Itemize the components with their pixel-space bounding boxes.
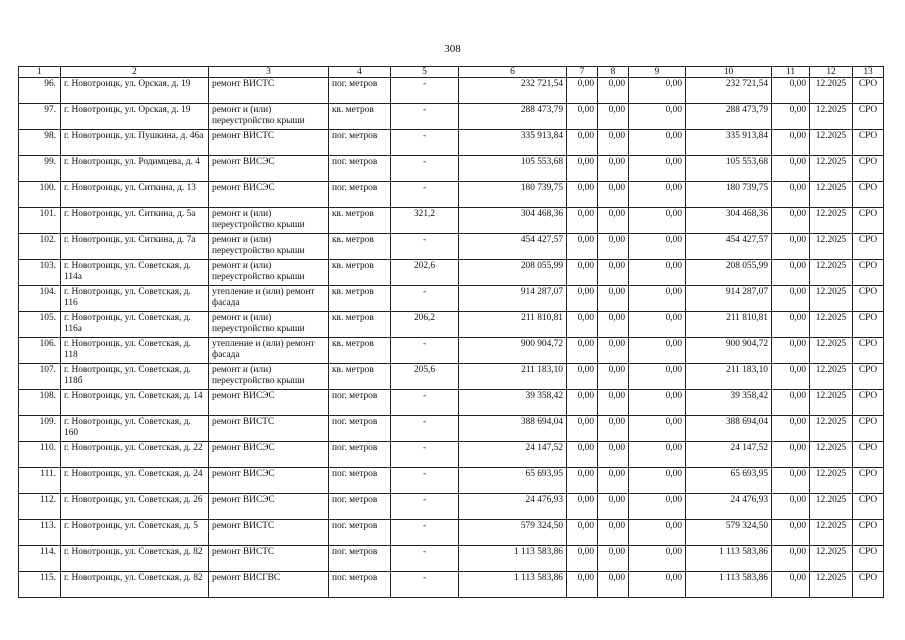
local-share-cell: 0,00 [629, 156, 686, 182]
work-type-cell: ремонт ВИСЭС [209, 442, 329, 468]
local-share-cell: 0,00 [629, 468, 686, 494]
column-number-cell: 3 [209, 67, 329, 78]
other-share-cell: 0,00 [772, 442, 810, 468]
work-type-cell: ремонт ВИСЭС [209, 468, 329, 494]
fund-share-cell: 0,00 [567, 520, 598, 546]
quantity-cell: - [391, 494, 459, 520]
total-cost-cell: 211 183,10 [459, 364, 567, 390]
local-share-cell: 0,00 [629, 260, 686, 286]
unit-cell: пог. метров [329, 130, 391, 156]
deadline-cell: 12.2025 [810, 338, 853, 364]
deadline-cell: 12.2025 [810, 78, 853, 104]
deadline-cell: 12.2025 [810, 468, 853, 494]
other-share-cell: 0,00 [772, 520, 810, 546]
local-share-cell: 0,00 [629, 390, 686, 416]
column-number-cell: 7 [567, 67, 598, 78]
address-cell: г. Новотроицк, ул. Орская, д. 19 [61, 78, 209, 104]
method-cell: СРО [853, 286, 884, 312]
column-number-cell: 4 [329, 67, 391, 78]
work-type-cell: ремонт ВИСТС [209, 520, 329, 546]
row-number-cell: 103. [19, 260, 61, 286]
method-cell: СРО [853, 442, 884, 468]
table-row [19, 494, 884, 520]
deadline-cell: 12.2025 [810, 416, 853, 442]
other-share-cell: 0,00 [772, 78, 810, 104]
address-cell: г. Новотроицк, ул. Советская, д. 118 [61, 338, 209, 364]
column-number-cell: 2 [61, 67, 209, 78]
local-share-cell: 0,00 [629, 364, 686, 390]
row-number-cell: 115. [19, 572, 61, 598]
budget-share-cell: 0,00 [598, 520, 629, 546]
total-cost-cell: 335 913,84 [459, 130, 567, 156]
quantity-cell: 205,6 [391, 364, 459, 390]
quantity-cell: - [391, 78, 459, 104]
deadline-cell: 12.2025 [810, 130, 853, 156]
method-cell: СРО [853, 390, 884, 416]
work-type-cell: утепление и (или) ремонт фасада [209, 338, 329, 364]
unit-cell: пог. метров [329, 468, 391, 494]
other-share-cell: 0,00 [772, 286, 810, 312]
column-number-cell: 13 [853, 67, 884, 78]
budget-share-cell: 0,00 [598, 208, 629, 234]
budget-share-cell: 0,00 [598, 468, 629, 494]
local-share-cell: 0,00 [629, 494, 686, 520]
total-cost-cell: 39 358,42 [459, 390, 567, 416]
unit-cell: кв. метров [329, 234, 391, 260]
owners-share-cell: 180 739,75 [686, 182, 772, 208]
local-share-cell: 0,00 [629, 104, 686, 130]
owners-share-cell: 211 810,81 [686, 312, 772, 338]
row-number-cell: 106. [19, 338, 61, 364]
local-share-cell: 0,00 [629, 572, 686, 598]
unit-cell: пог. метров [329, 156, 391, 182]
other-share-cell: 0,00 [772, 468, 810, 494]
quantity-cell: 206,2 [391, 312, 459, 338]
address-cell: г. Новотроицк, ул. Советская, д. 114а [61, 260, 209, 286]
unit-cell: пог. метров [329, 442, 391, 468]
work-type-cell: ремонт ВИСЭС [209, 390, 329, 416]
total-cost-cell: 900 904,72 [459, 338, 567, 364]
unit-cell: пог. метров [329, 182, 391, 208]
fund-share-cell: 0,00 [567, 468, 598, 494]
owners-share-cell: 208 055,99 [686, 260, 772, 286]
deadline-cell: 12.2025 [810, 182, 853, 208]
row-number-cell: 100. [19, 182, 61, 208]
quantity-cell: - [391, 546, 459, 572]
other-share-cell: 0,00 [772, 312, 810, 338]
work-type-cell: ремонт и (или) переустройство крыши [209, 260, 329, 286]
table-row [19, 156, 884, 182]
fund-share-cell: 0,00 [567, 546, 598, 572]
fund-share-cell: 0,00 [567, 286, 598, 312]
address-cell: г. Новотроицк, ул. Советская, д. 82 [61, 572, 209, 598]
column-number-cell: 6 [459, 67, 567, 78]
address-cell: г. Новотроицк, ул. Родимцева, д. 4 [61, 156, 209, 182]
fund-share-cell: 0,00 [567, 312, 598, 338]
table-row [19, 364, 884, 390]
column-number-cell: 12 [810, 67, 853, 78]
column-number-cell: 9 [629, 67, 686, 78]
fund-share-cell: 0,00 [567, 156, 598, 182]
owners-share-cell: 39 358,42 [686, 390, 772, 416]
fund-share-cell: 0,00 [567, 572, 598, 598]
unit-cell: пог. метров [329, 520, 391, 546]
work-type-cell: ремонт ВИСЭС [209, 494, 329, 520]
method-cell: СРО [853, 156, 884, 182]
unit-cell: кв. метров [329, 260, 391, 286]
fund-share-cell: 0,00 [567, 260, 598, 286]
table-row [19, 234, 884, 260]
column-number-cell: 8 [598, 67, 629, 78]
deadline-cell: 12.2025 [810, 208, 853, 234]
method-cell: СРО [853, 78, 884, 104]
total-cost-cell: 288 473,79 [459, 104, 567, 130]
quantity-cell: - [391, 338, 459, 364]
owners-share-cell: 304 468,36 [686, 208, 772, 234]
other-share-cell: 0,00 [772, 156, 810, 182]
owners-share-cell: 900 904,72 [686, 338, 772, 364]
address-cell: г. Новотроицк, ул. Советская, д. 116 [61, 286, 209, 312]
address-cell: г. Новотроицк, ул. Пушкина, д. 46а [61, 130, 209, 156]
fund-share-cell: 0,00 [567, 208, 598, 234]
local-share-cell: 0,00 [629, 182, 686, 208]
work-type-cell: ремонт и (или) переустройство крыши [209, 104, 329, 130]
fund-share-cell: 0,00 [567, 234, 598, 260]
unit-cell: пог. метров [329, 390, 391, 416]
budget-share-cell: 0,00 [598, 130, 629, 156]
local-share-cell: 0,00 [629, 130, 686, 156]
quantity-cell: - [391, 182, 459, 208]
method-cell: СРО [853, 468, 884, 494]
owners-share-cell: 1 113 583,86 [686, 572, 772, 598]
quantity-cell: - [391, 390, 459, 416]
budget-share-cell: 0,00 [598, 104, 629, 130]
other-share-cell: 0,00 [772, 494, 810, 520]
work-type-cell: ремонт ВИСТС [209, 546, 329, 572]
quantity-cell: - [391, 104, 459, 130]
page-number: 308 [444, 43, 461, 55]
table-row [19, 338, 884, 364]
unit-cell: кв. метров [329, 312, 391, 338]
fund-share-cell: 0,00 [567, 130, 598, 156]
owners-share-cell: 914 287,07 [686, 286, 772, 312]
row-number-cell: 99. [19, 156, 61, 182]
unit-cell: пог. метров [329, 494, 391, 520]
fund-share-cell: 0,00 [567, 390, 598, 416]
budget-share-cell: 0,00 [598, 416, 629, 442]
local-share-cell: 0,00 [629, 208, 686, 234]
table-row [19, 546, 884, 572]
row-number-cell: 101. [19, 208, 61, 234]
budget-share-cell: 0,00 [598, 234, 629, 260]
method-cell: СРО [853, 572, 884, 598]
table-row [19, 104, 884, 130]
row-number-cell: 105. [19, 312, 61, 338]
address-cell: г. Новотроицк, ул. Советская, д. 5 [61, 520, 209, 546]
method-cell: СРО [853, 416, 884, 442]
quantity-cell: - [391, 416, 459, 442]
total-cost-cell: 208 055,99 [459, 260, 567, 286]
row-number-cell: 111. [19, 468, 61, 494]
total-cost-cell: 24 476,93 [459, 494, 567, 520]
total-cost-cell: 1 113 583,86 [459, 572, 567, 598]
local-share-cell: 0,00 [629, 234, 686, 260]
unit-cell: пог. метров [329, 78, 391, 104]
local-share-cell: 0,00 [629, 78, 686, 104]
address-cell: г. Новотроицк, ул. Советская, д. 22 [61, 442, 209, 468]
method-cell: СРО [853, 546, 884, 572]
table-row [19, 442, 884, 468]
work-type-cell: утепление и (или) ремонт фасада [209, 286, 329, 312]
quantity-cell: - [391, 442, 459, 468]
total-cost-cell: 232 721,54 [459, 78, 567, 104]
owners-share-cell: 211 183,10 [686, 364, 772, 390]
address-cell: г. Новотроицк, ул. Советская, д. 116а [61, 312, 209, 338]
row-number-cell: 109. [19, 416, 61, 442]
row-number-cell: 114. [19, 546, 61, 572]
deadline-cell: 12.2025 [810, 364, 853, 390]
budget-share-cell: 0,00 [598, 572, 629, 598]
quantity-cell: 321,2 [391, 208, 459, 234]
local-share-cell: 0,00 [629, 286, 686, 312]
quantity-cell: - [391, 572, 459, 598]
local-share-cell: 0,00 [629, 338, 686, 364]
unit-cell: пог. метров [329, 546, 391, 572]
fund-share-cell: 0,00 [567, 494, 598, 520]
deadline-cell: 12.2025 [810, 104, 853, 130]
owners-share-cell: 65 693,95 [686, 468, 772, 494]
budget-share-cell: 0,00 [598, 338, 629, 364]
deadline-cell: 12.2025 [810, 442, 853, 468]
owners-share-cell: 24 476,93 [686, 494, 772, 520]
method-cell: СРО [853, 130, 884, 156]
budget-share-cell: 0,00 [598, 312, 629, 338]
unit-cell: кв. метров [329, 104, 391, 130]
work-type-cell: ремонт ВИСЭС [209, 182, 329, 208]
fund-share-cell: 0,00 [567, 442, 598, 468]
quantity-cell: 202,6 [391, 260, 459, 286]
unit-cell: кв. метров [329, 338, 391, 364]
local-share-cell: 0,00 [629, 312, 686, 338]
address-cell: г. Новотроицк, ул. Советская, д. 14 [61, 390, 209, 416]
other-share-cell: 0,00 [772, 416, 810, 442]
address-cell: г. Новотроицк, ул. Ситкина, д. 7а [61, 234, 209, 260]
other-share-cell: 0,00 [772, 234, 810, 260]
work-type-cell: ремонт ВИСГВС [209, 572, 329, 598]
total-cost-cell: 65 693,95 [459, 468, 567, 494]
budget-share-cell: 0,00 [598, 156, 629, 182]
method-cell: СРО [853, 234, 884, 260]
deadline-cell: 12.2025 [810, 234, 853, 260]
table-row [19, 312, 884, 338]
budget-share-cell: 0,00 [598, 78, 629, 104]
other-share-cell: 0,00 [772, 208, 810, 234]
table-row [19, 78, 884, 104]
quantity-cell: - [391, 286, 459, 312]
work-type-cell: ремонт и (или) переустройство крыши [209, 234, 329, 260]
method-cell: СРО [853, 182, 884, 208]
total-cost-cell: 105 553,68 [459, 156, 567, 182]
table-row [19, 520, 884, 546]
work-type-cell: ремонт и (или) переустройство крыши [209, 312, 329, 338]
local-share-cell: 0,00 [629, 546, 686, 572]
row-number-cell: 113. [19, 520, 61, 546]
method-cell: СРО [853, 494, 884, 520]
deadline-cell: 12.2025 [810, 494, 853, 520]
owners-share-cell: 232 721,54 [686, 78, 772, 104]
other-share-cell: 0,00 [772, 130, 810, 156]
unit-cell: кв. метров [329, 364, 391, 390]
address-cell: г. Новотроицк, ул. Советская, д. 26 [61, 494, 209, 520]
fund-share-cell: 0,00 [567, 104, 598, 130]
budget-share-cell: 0,00 [598, 286, 629, 312]
address-cell: г. Новотроицк, ул. Советская, д. 24 [61, 468, 209, 494]
column-number-cell: 5 [391, 67, 459, 78]
row-number-cell: 108. [19, 390, 61, 416]
owners-share-cell: 454 427,57 [686, 234, 772, 260]
budget-share-cell: 0,00 [598, 364, 629, 390]
deadline-cell: 12.2025 [810, 520, 853, 546]
quantity-cell: - [391, 234, 459, 260]
method-cell: СРО [853, 208, 884, 234]
owners-share-cell: 1 113 583,86 [686, 546, 772, 572]
local-share-cell: 0,00 [629, 442, 686, 468]
total-cost-cell: 388 694,04 [459, 416, 567, 442]
method-cell: СРО [853, 520, 884, 546]
deadline-cell: 12.2025 [810, 546, 853, 572]
table-row [19, 468, 884, 494]
work-type-cell: ремонт и (или) переустройство крыши [209, 364, 329, 390]
table-row [19, 286, 884, 312]
column-number-cell: 11 [772, 67, 810, 78]
row-number-cell: 102. [19, 234, 61, 260]
total-cost-cell: 579 324,50 [459, 520, 567, 546]
budget-share-cell: 0,00 [598, 260, 629, 286]
quantity-cell: - [391, 468, 459, 494]
address-cell: г. Новотроицк, ул. Ситкина, д. 13 [61, 182, 209, 208]
row-number-cell: 96. [19, 78, 61, 104]
deadline-cell: 12.2025 [810, 260, 853, 286]
row-number-cell: 104. [19, 286, 61, 312]
work-type-cell: ремонт и (или) переустройство крыши [209, 208, 329, 234]
unit-cell: пог. метров [329, 572, 391, 598]
owners-share-cell: 105 553,68 [686, 156, 772, 182]
total-cost-cell: 454 427,57 [459, 234, 567, 260]
budget-share-cell: 0,00 [598, 390, 629, 416]
fund-share-cell: 0,00 [567, 182, 598, 208]
fund-share-cell: 0,00 [567, 78, 598, 104]
unit-cell: кв. метров [329, 286, 391, 312]
budget-share-cell: 0,00 [598, 494, 629, 520]
table-row [19, 390, 884, 416]
total-cost-cell: 24 147,52 [459, 442, 567, 468]
other-share-cell: 0,00 [772, 260, 810, 286]
total-cost-cell: 180 739,75 [459, 182, 567, 208]
row-number-cell: 110. [19, 442, 61, 468]
fund-share-cell: 0,00 [567, 364, 598, 390]
address-cell: г. Новотроицк, ул. Советская, д. 118б [61, 364, 209, 390]
column-number-cell: 10 [686, 67, 772, 78]
other-share-cell: 0,00 [772, 546, 810, 572]
method-cell: СРО [853, 364, 884, 390]
method-cell: СРО [853, 104, 884, 130]
budget-share-cell: 0,00 [598, 442, 629, 468]
column-number-row [19, 67, 884, 78]
deadline-cell: 12.2025 [810, 156, 853, 182]
row-number-cell: 112. [19, 494, 61, 520]
table-row [19, 182, 884, 208]
owners-share-cell: 335 913,84 [686, 130, 772, 156]
deadline-cell: 12.2025 [810, 572, 853, 598]
table-row [19, 572, 884, 598]
table-row [19, 208, 884, 234]
other-share-cell: 0,00 [772, 182, 810, 208]
budget-share-cell: 0,00 [598, 546, 629, 572]
total-cost-cell: 304 468,36 [459, 208, 567, 234]
method-cell: СРО [853, 312, 884, 338]
method-cell: СРО [853, 260, 884, 286]
deadline-cell: 12.2025 [810, 286, 853, 312]
deadline-cell: 12.2025 [810, 312, 853, 338]
method-cell: СРО [853, 338, 884, 364]
quantity-cell: - [391, 130, 459, 156]
fund-share-cell: 0,00 [567, 416, 598, 442]
work-type-cell: ремонт ВИСТС [209, 130, 329, 156]
table-row [19, 130, 884, 156]
repair-register-table [18, 66, 884, 598]
address-cell: г. Новотроицк, ул. Советская, д. 82 [61, 546, 209, 572]
address-cell: г. Новотроицк, ул. Советская, д. 160 [61, 416, 209, 442]
other-share-cell: 0,00 [772, 338, 810, 364]
total-cost-cell: 914 287,07 [459, 286, 567, 312]
deadline-cell: 12.2025 [810, 390, 853, 416]
budget-share-cell: 0,00 [598, 182, 629, 208]
column-number-cell: 1 [19, 67, 61, 78]
unit-cell: кв. метров [329, 208, 391, 234]
other-share-cell: 0,00 [772, 390, 810, 416]
address-cell: г. Новотроицк, ул. Орская, д. 19 [61, 104, 209, 130]
local-share-cell: 0,00 [629, 520, 686, 546]
fund-share-cell: 0,00 [567, 338, 598, 364]
total-cost-cell: 1 113 583,86 [459, 546, 567, 572]
table-row [19, 416, 884, 442]
row-number-cell: 98. [19, 130, 61, 156]
owners-share-cell: 388 694,04 [686, 416, 772, 442]
table-row [19, 260, 884, 286]
quantity-cell: - [391, 520, 459, 546]
address-cell: г. Новотроицк, ул. Ситкина, д. 5а [61, 208, 209, 234]
total-cost-cell: 211 810,81 [459, 312, 567, 338]
work-type-cell: ремонт ВИСТС [209, 416, 329, 442]
unit-cell: пог. метров [329, 416, 391, 442]
owners-share-cell: 24 147,52 [686, 442, 772, 468]
work-type-cell: ремонт ВИСЭС [209, 156, 329, 182]
work-type-cell: ремонт ВИСТС [209, 78, 329, 104]
row-number-cell: 97. [19, 104, 61, 130]
other-share-cell: 0,00 [772, 104, 810, 130]
local-share-cell: 0,00 [629, 416, 686, 442]
other-share-cell: 0,00 [772, 364, 810, 390]
owners-share-cell: 288 473,79 [686, 104, 772, 130]
owners-share-cell: 579 324,50 [686, 520, 772, 546]
other-share-cell: 0,00 [772, 572, 810, 598]
row-number-cell: 107. [19, 364, 61, 390]
quantity-cell: - [391, 156, 459, 182]
